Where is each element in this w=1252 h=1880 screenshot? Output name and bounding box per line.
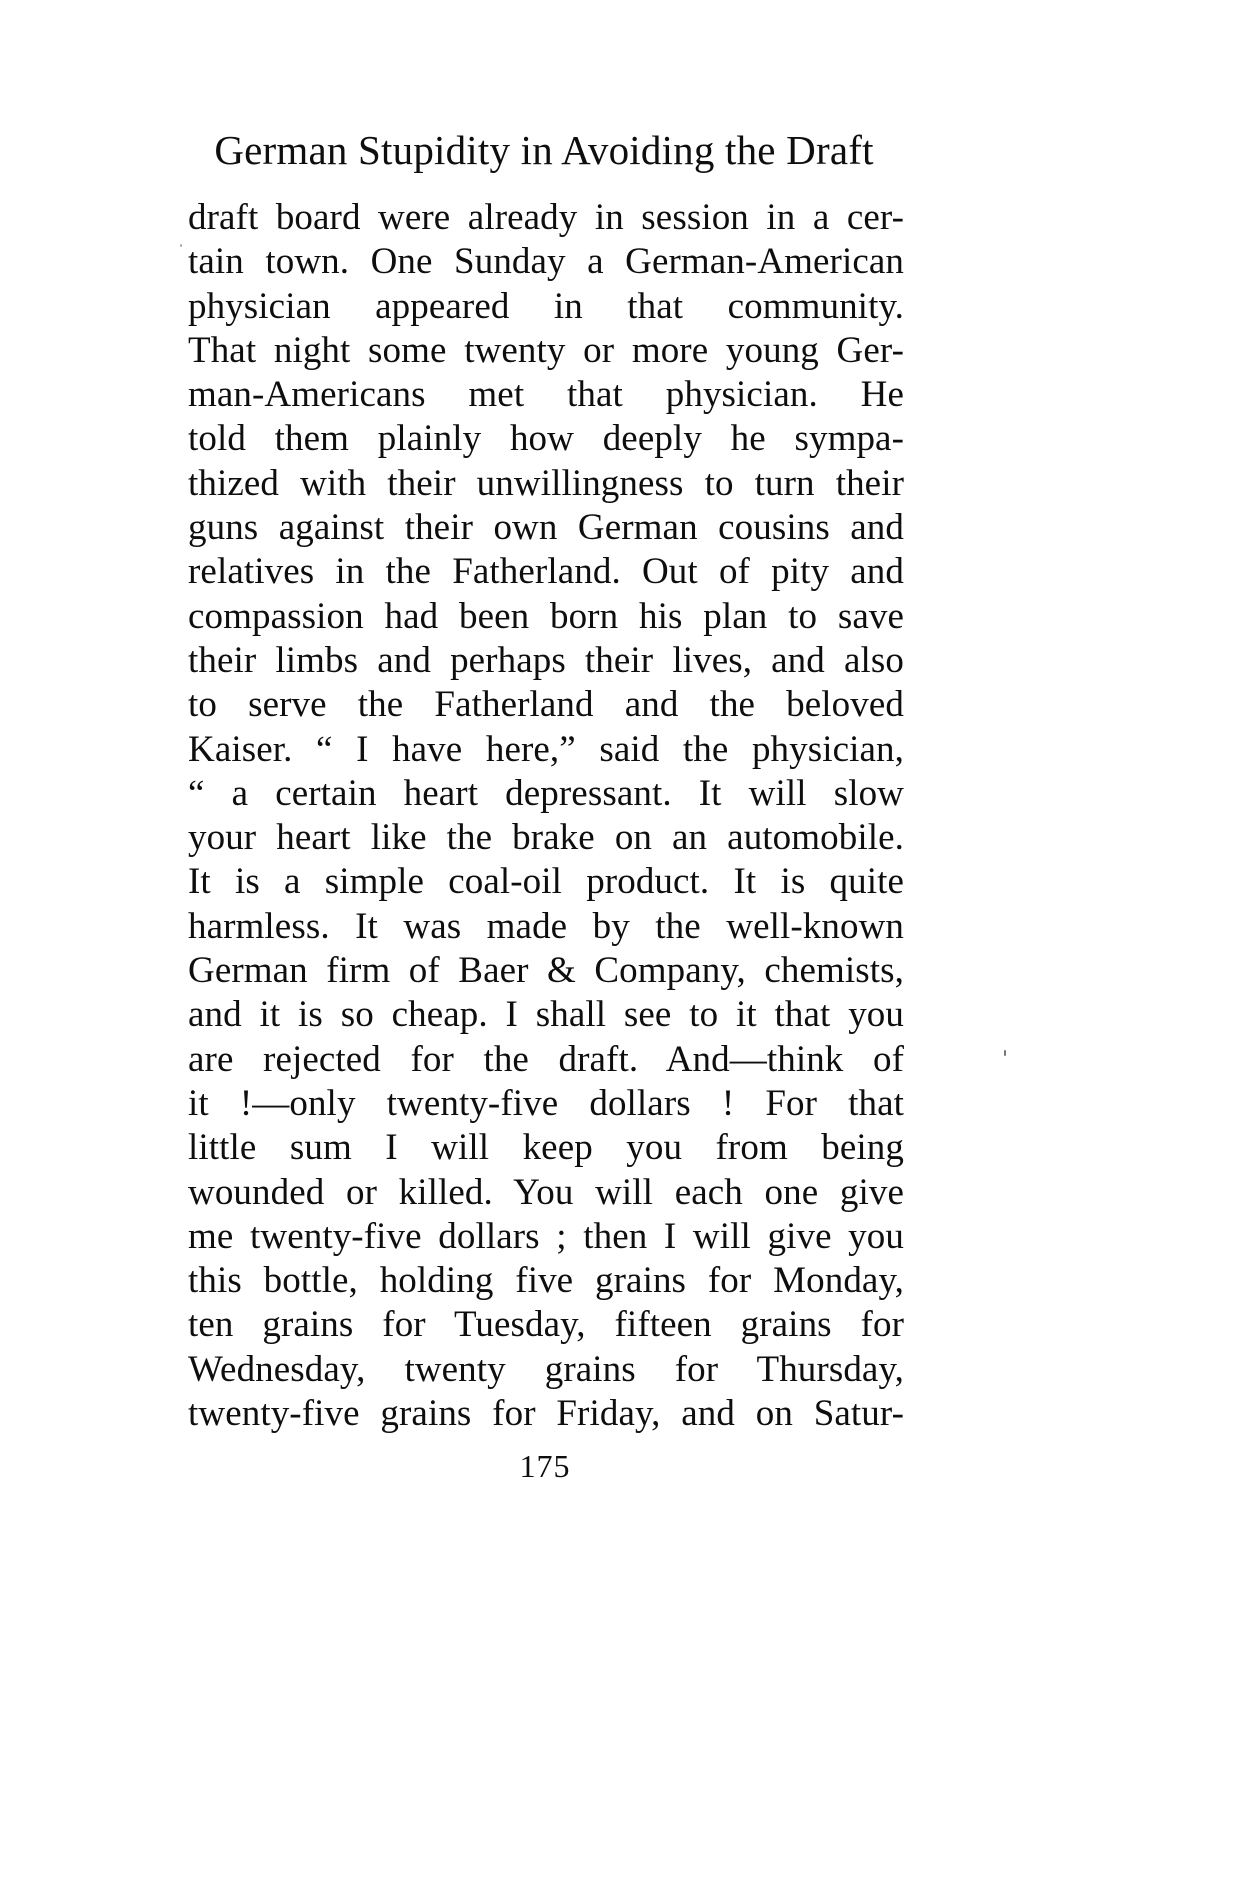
text-line: it !—only twenty-five dollars ! For that (188, 1082, 904, 1124)
text-line: are rejected for the draft. And—think of (188, 1038, 904, 1080)
text-line: and it is so cheap. I shall see to it that you (188, 994, 904, 1036)
text-line: ten grains for Tuesday, fifteen grains for (188, 1304, 904, 1346)
text-line: to serve the Fatherland and the beloved (188, 684, 904, 726)
text-line: relatives in the Fatherland. Out of pity and (188, 551, 904, 593)
text-line: little sum I will keep you from being (188, 1127, 904, 1169)
text-line: That night some twenty or more young Ger- (188, 329, 904, 371)
text-line: tain town. One Sunday a German-American (188, 241, 904, 283)
text-line: thized with their unwillingness to turn their (188, 462, 904, 504)
text-line: “ a certain heart depressant. It will slow (188, 772, 904, 814)
text-line: their limbs and perhaps their lives, and also (188, 639, 904, 681)
text-line: twenty-five grains for Friday, and on Satur- (188, 1393, 904, 1435)
text-line: compassion had been born his plan to save (188, 595, 904, 637)
text-line: Wednesday, twenty grains for Thursday, (188, 1348, 904, 1390)
text-line: this bottle, holding five grains for Monday, (188, 1260, 904, 1302)
text-line: wounded or killed. You will each one give (188, 1171, 904, 1213)
text-line: your heart like the brake on an automobile. (188, 817, 904, 859)
text-line: told them plainly how deeply he sympa- (188, 418, 904, 460)
print-speck (1004, 1050, 1006, 1056)
text-line: German firm of Baer & Company, chemists, (188, 950, 904, 992)
text-line: draft board were already in session in a cer- (188, 197, 904, 238)
text-line: me twenty-five dollars ; then I will give you (188, 1215, 904, 1257)
text-line: man-Americans met that physician. He (188, 374, 904, 416)
text-line: It is a simple coal-oil product. It is quite (188, 861, 904, 903)
text-line: physician appeared in that community. (188, 285, 904, 327)
text-line: Kaiser. “ I have here,” said the physician, (188, 728, 904, 770)
print-speck (180, 244, 182, 247)
running-head: German Stupidity in Avoiding the Draft (214, 127, 874, 173)
text-line: harmless. It was made by the well-known (188, 905, 904, 947)
text-line: guns against their own German cousins and (188, 507, 904, 549)
page-number: 175 (519, 1448, 571, 1484)
body-text (188, 196, 904, 1436)
